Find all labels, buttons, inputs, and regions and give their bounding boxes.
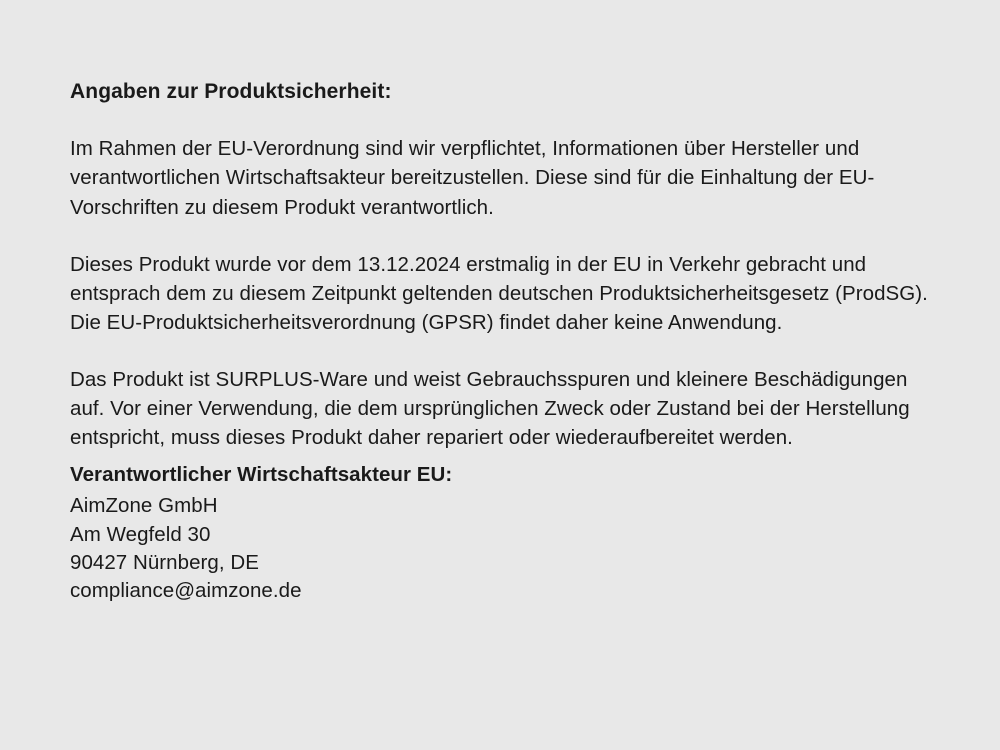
company-name: AimZone GmbH [70, 494, 218, 518]
paragraph-prodsg-gpsr: Dieses Produkt wurde vor dem 13.12.2024 erstmalig in der EU in Verkehr gebracht und entsprach dem zu diesem Zeitpunkt geltenden deutschen Produktsicherheitsgesetz (ProdSG). Die EU-Produktsicherheitsverordnung (GPSR) findet daher keine Anwendung. [70, 252, 928, 334]
responsible-operator-block [70, 460, 930, 605]
paragraph-surplus-condition: Das Produkt ist SURPLUS-Ware und weist Gebrauchsspuren und kleinere Beschädigungen auf. Vor einer Verwendung, die dem ursprünglichen Zweck oder Zustand bei der Herstellung entspricht, muss dieses Produkt daher repariert oder wiederaufbereitet werden. [70, 368, 910, 450]
page-title: Angaben zur Produktsicherheit: [70, 80, 392, 103]
street-address: Am Wegfeld 30 [70, 522, 211, 546]
city-address: 90427 Nürnberg, DE [70, 551, 259, 574]
responsible-operator-heading: Verantwortlicher Wirtschaftsakteur EU: [70, 463, 453, 487]
paragraph-eu-regulation: Im Rahmen der EU-Verordnung sind wir verpflichtet, Informationen über Hersteller und verantwortlichen Wirtschaftsakteur bereitzustellen. Diese sind für die Einhaltung der EU-Vorschriften zu diesem Produkt verantwortlich. [70, 137, 875, 219]
contact-email: compliance@aimzone.de [70, 579, 302, 603]
